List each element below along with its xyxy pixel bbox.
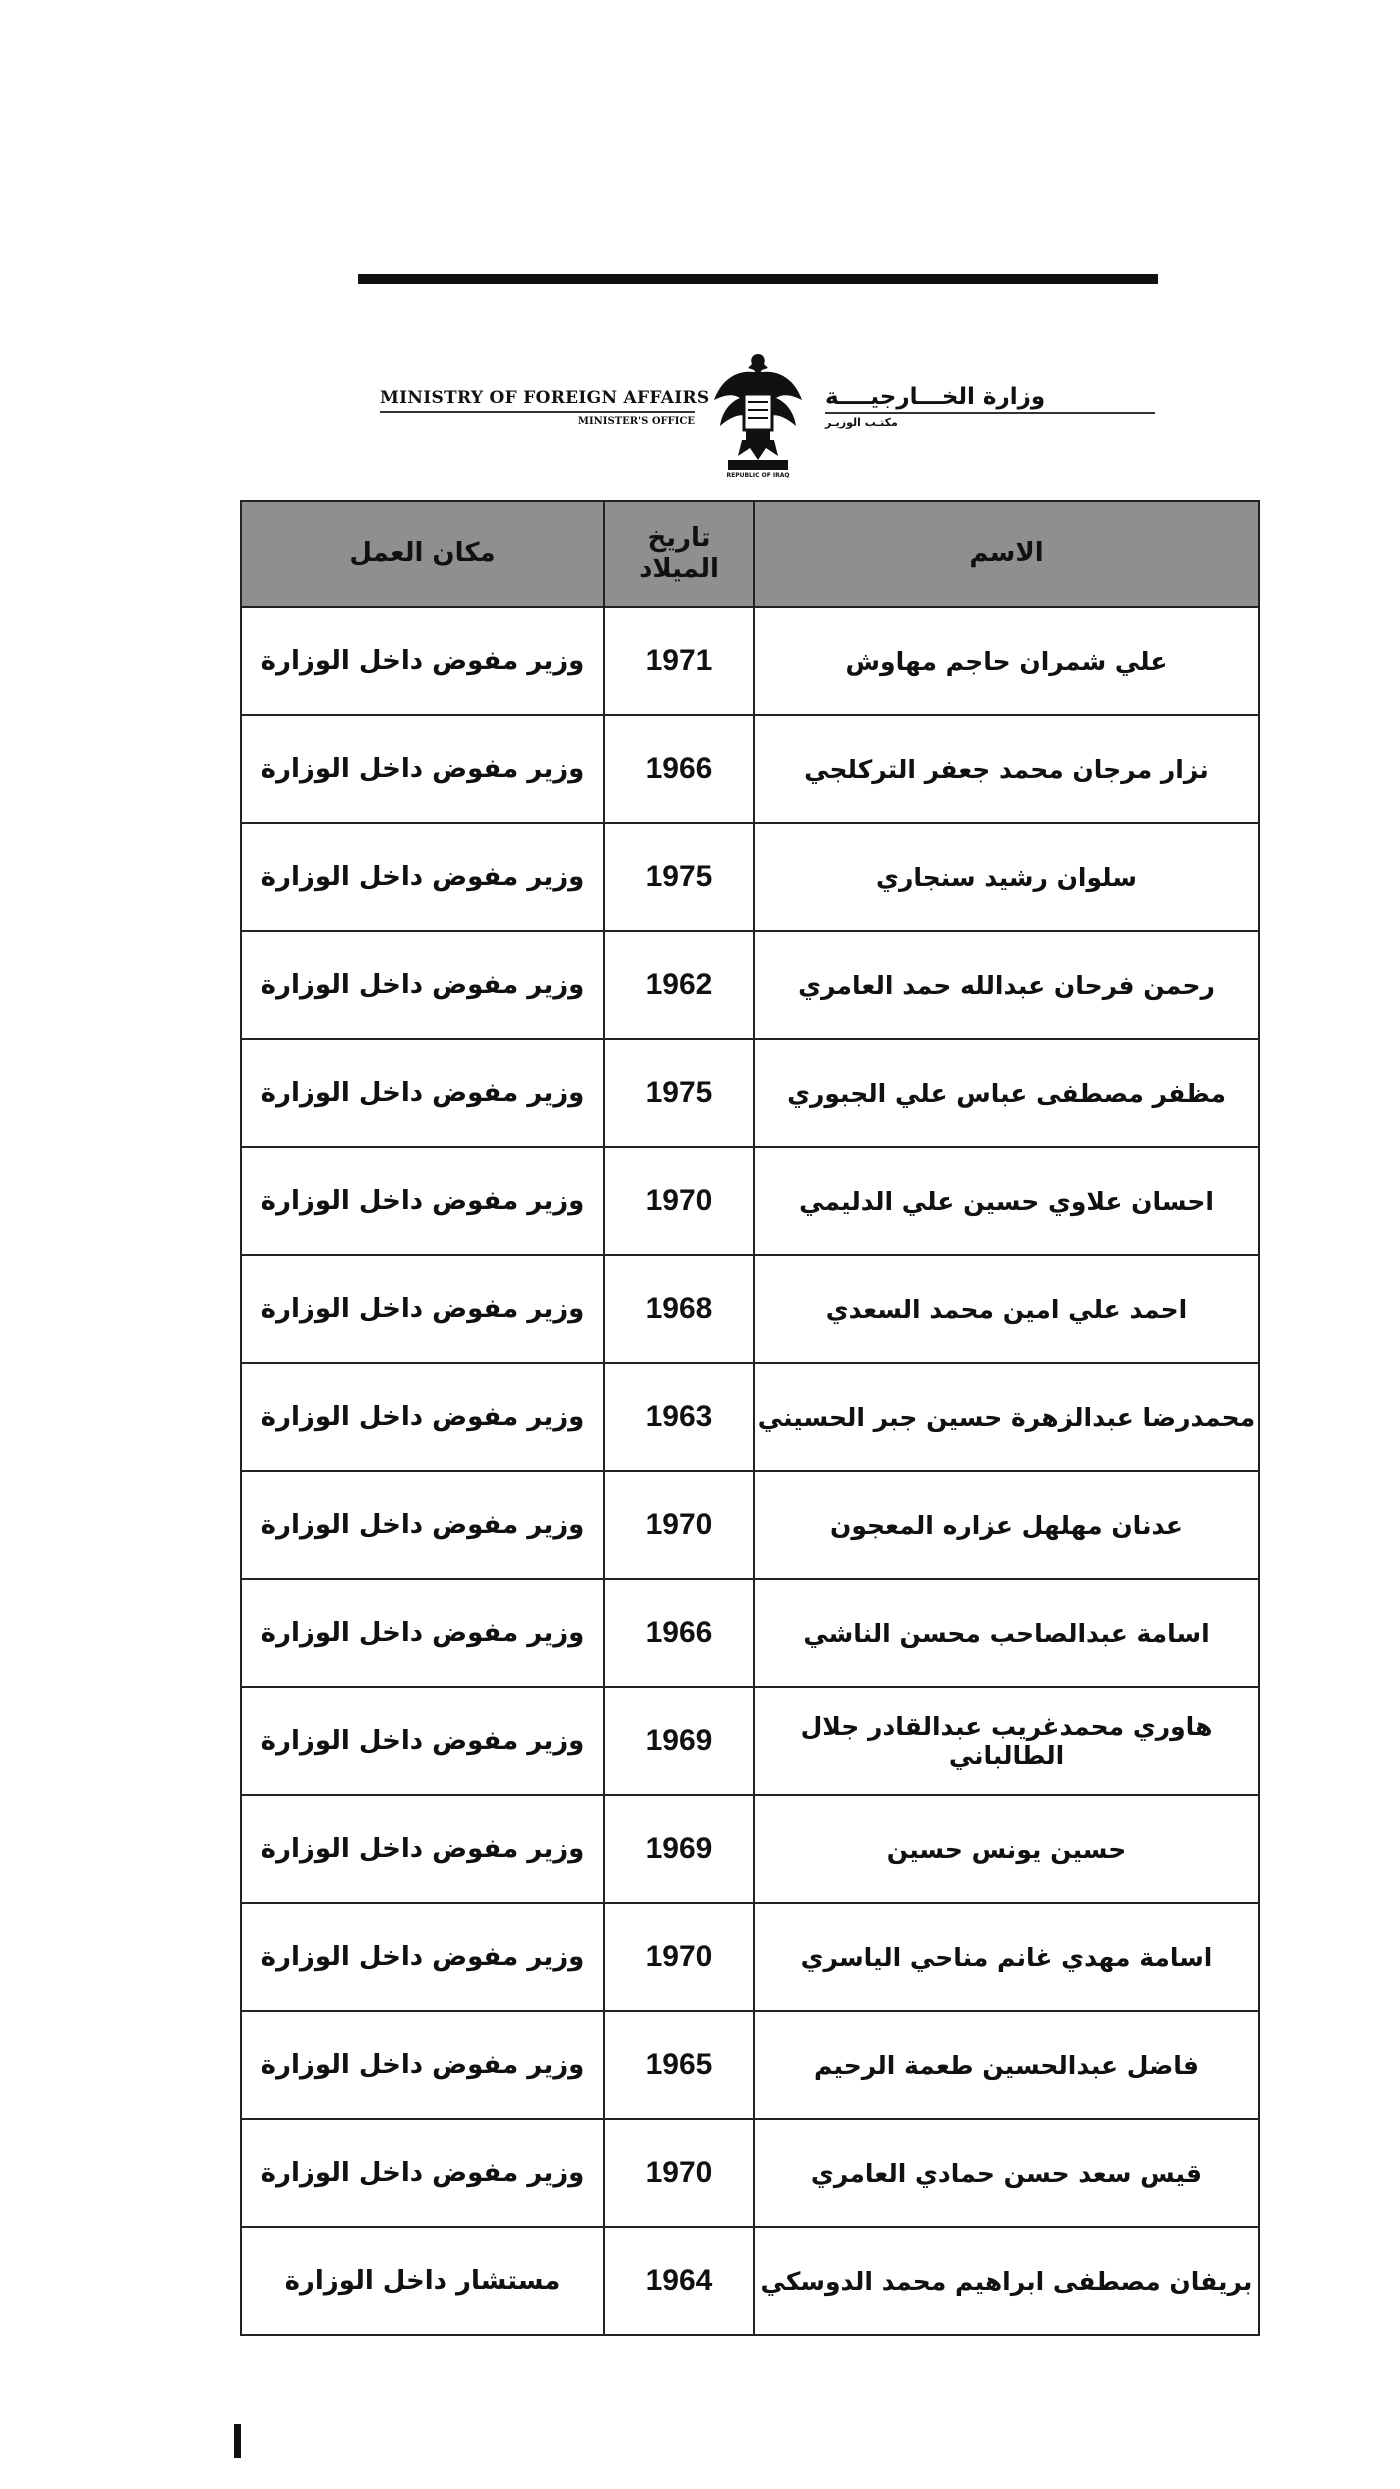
row-name-cell: محمدرضا عبدالزهرة حسين جبر الحسيني bbox=[754, 1363, 1259, 1471]
table-row bbox=[241, 931, 1259, 1039]
row-year-cell: 1964 bbox=[604, 2227, 754, 2335]
row-year-cell: 1962 bbox=[604, 931, 754, 1039]
row-name-cell: حسين يونس حسين bbox=[754, 1795, 1259, 1903]
row-workplace-cell: وزير مفوض داخل الوزارة bbox=[241, 823, 604, 931]
row-name-cell: فاضل عبدالحسين طعمة الرحيم bbox=[754, 2011, 1259, 2119]
table-row bbox=[241, 1363, 1259, 1471]
row-workplace-cell: وزير مفوض داخل الوزارة bbox=[241, 2119, 604, 2227]
row-workplace-cell: وزير مفوض داخل الوزارة bbox=[241, 1363, 604, 1471]
table-row bbox=[241, 1903, 1259, 2011]
staff-table bbox=[240, 500, 1260, 2336]
row-year-cell: 1970 bbox=[604, 1903, 754, 2011]
row-year-cell: 1965 bbox=[604, 2011, 754, 2119]
row-year-cell: 1970 bbox=[604, 1147, 754, 1255]
letterhead-arabic bbox=[825, 384, 1155, 429]
letterhead-underline-en bbox=[380, 411, 695, 413]
table-row bbox=[241, 1579, 1259, 1687]
row-name-cell: اسامة مهدي غانم مناحي الياسري bbox=[754, 1903, 1259, 2011]
row-year-cell: 1971 bbox=[604, 607, 754, 715]
row-year-cell: 1966 bbox=[604, 1579, 754, 1687]
table-row bbox=[241, 1795, 1259, 1903]
row-year-cell: 1968 bbox=[604, 1255, 754, 1363]
table-row bbox=[241, 1687, 1259, 1795]
table-row bbox=[241, 2119, 1259, 2227]
header-workplace: مكان العمل bbox=[241, 501, 604, 607]
row-name-cell: بريفان مصطفى ابراهيم محمد الدوسكي bbox=[754, 2227, 1259, 2335]
office-subtitle-ar: مكتـب الوزيـر bbox=[825, 416, 898, 429]
row-workplace-cell: وزير مفوض داخل الوزارة bbox=[241, 1903, 604, 2011]
row-workplace-cell: وزير مفوض داخل الوزارة bbox=[241, 1579, 604, 1687]
row-workplace-cell: وزير مفوض داخل الوزارة bbox=[241, 715, 604, 823]
row-workplace-cell: وزير مفوض داخل الوزارة bbox=[241, 1039, 604, 1147]
table-header-row bbox=[241, 501, 1259, 607]
row-year-cell: 1975 bbox=[604, 823, 754, 931]
row-year-cell: 1966 bbox=[604, 715, 754, 823]
header-birth-year: تاريخ الميلاد bbox=[604, 501, 754, 607]
row-year-cell: 1963 bbox=[604, 1363, 754, 1471]
table-row bbox=[241, 823, 1259, 931]
row-workplace-cell: وزير مفوض داخل الوزارة bbox=[241, 1795, 604, 1903]
row-name-cell: مظفر مصطفى عباس علي الجبوري bbox=[754, 1039, 1259, 1147]
row-workplace-cell: وزير مفوض داخل الوزارة bbox=[241, 1687, 604, 1795]
row-workplace-cell: وزير مفوض داخل الوزارة bbox=[241, 931, 604, 1039]
row-year-cell: 1969 bbox=[604, 1795, 754, 1903]
top-rule bbox=[358, 274, 1158, 284]
row-name-cell: نزار مرجان محمد جعفر التركلجي bbox=[754, 715, 1259, 823]
row-year-cell: 1970 bbox=[604, 2119, 754, 2227]
row-name-cell: اسامة عبدالصاحب محسن الناشي bbox=[754, 1579, 1259, 1687]
row-workplace-cell: وزير مفوض داخل الوزارة bbox=[241, 1147, 604, 1255]
row-workplace-cell: وزير مفوض داخل الوزارة bbox=[241, 2011, 604, 2119]
ministry-title-ar: وزارة الخـــارجيــــة bbox=[825, 384, 1046, 410]
table-row bbox=[241, 2227, 1259, 2335]
row-year-cell: 1970 bbox=[604, 1471, 754, 1579]
letterhead bbox=[380, 350, 1160, 480]
office-subtitle-en: MINISTER'S OFFICE bbox=[577, 416, 695, 427]
row-name-cell: هاوري محمدغريب عبدالقادر جلال الطالباني bbox=[754, 1687, 1259, 1795]
row-name-cell: رحمن فرحان عبدالله حمد العامري bbox=[754, 931, 1259, 1039]
row-name-cell: احسان علاوي حسين علي الدليمي bbox=[754, 1147, 1259, 1255]
table-row bbox=[241, 607, 1259, 715]
table-row bbox=[241, 1039, 1259, 1147]
table-row bbox=[241, 715, 1259, 823]
row-name-cell: قيس سعد حسن حمادي العامري bbox=[754, 2119, 1259, 2227]
row-name-cell: علي شمران حاجم مهاوش bbox=[754, 607, 1259, 715]
row-workplace-cell: مستشار داخل الوزارة bbox=[241, 2227, 604, 2335]
row-workplace-cell: وزير مفوض داخل الوزارة bbox=[241, 1471, 604, 1579]
margin-mark bbox=[234, 2424, 241, 2458]
row-name-cell: عدنان مهلهل عزاره المعجون bbox=[754, 1471, 1259, 1579]
header-name: الاسم bbox=[754, 501, 1259, 607]
table-row bbox=[241, 1255, 1259, 1363]
row-workplace-cell: وزير مفوض داخل الوزارة bbox=[241, 1255, 604, 1363]
row-year-cell: 1969 bbox=[604, 1687, 754, 1795]
row-name-cell: احمد علي امين محمد السعدي bbox=[754, 1255, 1259, 1363]
row-workplace-cell: وزير مفوض داخل الوزارة bbox=[241, 607, 604, 715]
table-body bbox=[241, 607, 1259, 2335]
table-row bbox=[241, 1147, 1259, 1255]
ministry-title-en: MINISTRY OF FOREIGN AFFAIRS bbox=[380, 388, 710, 408]
iraq-eagle-emblem-icon bbox=[708, 350, 808, 480]
letterhead-english bbox=[380, 388, 710, 427]
emblem-caption: REPUBLIC OF IRAQ bbox=[726, 472, 790, 479]
letterhead-underline-ar bbox=[825, 412, 1155, 414]
table-row bbox=[241, 1471, 1259, 1579]
table-row bbox=[241, 2011, 1259, 2119]
row-year-cell: 1975 bbox=[604, 1039, 754, 1147]
row-name-cell: سلوان رشيد سنجاري bbox=[754, 823, 1259, 931]
